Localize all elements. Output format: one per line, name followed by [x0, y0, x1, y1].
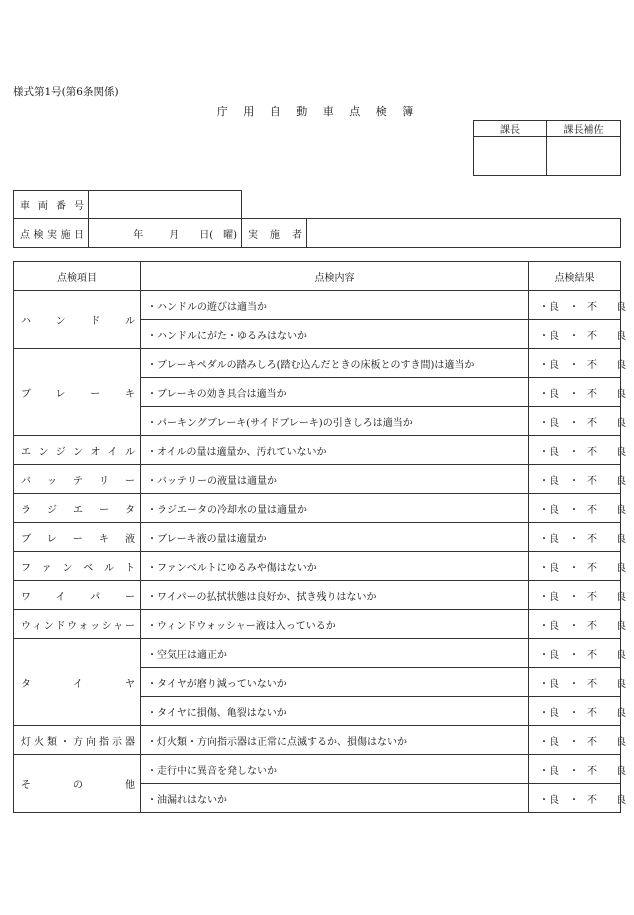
check-content: ・ラジエータの冷却水の量は適量か	[141, 494, 529, 523]
table-row	[14, 523, 621, 552]
check-item-label: ファンベルト	[14, 552, 141, 581]
result-bad-option[interactable]: ・不 良	[569, 533, 634, 545]
check-result	[529, 320, 634, 349]
check-content: ・ワイパーの払拭状態は良好か、拭き残りはないか	[141, 581, 529, 610]
result-bad-option[interactable]: ・不 良	[569, 359, 634, 371]
check-item-label: バッテリー	[14, 465, 141, 494]
check-content: ・ハンドルにがた・ゆるみはないか	[141, 320, 529, 349]
date-weekday-label: ( 曜)	[209, 229, 237, 241]
check-content: ・ブレーキペダルの踏みしろ(踏む込んだときの床板とのすき間)は適当か	[141, 349, 529, 378]
check-item-label: ブレーキ	[14, 349, 141, 436]
check-result	[529, 349, 634, 378]
check-content: ・油漏れはないか	[141, 784, 529, 813]
table-row	[14, 639, 621, 668]
result-bad-option[interactable]: ・不 良	[569, 620, 634, 632]
check-item-label: エンジンオイル	[14, 436, 141, 465]
check-result	[529, 610, 634, 639]
result-good-option[interactable]: ・良	[539, 388, 559, 400]
check-result	[529, 581, 634, 610]
check-content: ・パーキングブレーキ(サイドブレーキ)の引きしろは適当か	[141, 407, 529, 436]
check-result	[529, 697, 634, 726]
table-row	[14, 726, 621, 755]
table-row	[14, 291, 621, 320]
check-result	[529, 523, 634, 552]
check-result	[529, 378, 634, 407]
result-bad-option[interactable]: ・不 良	[569, 649, 634, 661]
inspector-label: 実 施 者	[242, 219, 307, 248]
check-result	[529, 494, 634, 523]
check-result	[529, 755, 634, 784]
check-item-label: ハンドル	[14, 291, 141, 349]
check-content: ・タイヤが磨り減っていないか	[141, 668, 529, 697]
result-bad-option[interactable]: ・不 良	[569, 301, 634, 313]
check-result	[529, 668, 634, 697]
inspection-date-field[interactable]	[89, 219, 242, 248]
check-result	[529, 639, 634, 668]
check-item-label: その他	[14, 755, 141, 813]
result-bad-option[interactable]: ・不 良	[569, 388, 634, 400]
table-row	[14, 552, 621, 581]
check-item-label: タイヤ	[14, 639, 141, 726]
result-bad-option[interactable]: ・不 良	[569, 330, 634, 342]
result-good-option[interactable]: ・良	[539, 359, 559, 371]
header-item: 点検項目	[14, 262, 141, 291]
table-row	[14, 436, 621, 465]
check-content: ・ウィンドウォッシャー液は入っているか	[141, 610, 529, 639]
result-bad-option[interactable]: ・不 良	[569, 794, 634, 806]
result-good-option[interactable]: ・良	[539, 678, 559, 690]
check-item-label: ブレーキ液	[14, 523, 141, 552]
inspection-date-label: 点検実施日	[14, 219, 89, 248]
check-content: ・ブレーキの効き具合は適当か	[141, 378, 529, 407]
result-good-option[interactable]: ・良	[539, 533, 559, 545]
result-bad-option[interactable]: ・不 良	[569, 678, 634, 690]
vehicle-number-field[interactable]	[89, 191, 242, 219]
result-bad-option[interactable]: ・不 良	[569, 765, 634, 777]
check-content: ・ブレーキ液の量は適量か	[141, 523, 529, 552]
result-good-option[interactable]: ・良	[539, 446, 559, 458]
check-content: ・タイヤに損傷、亀裂はないか	[141, 697, 529, 726]
inspection-checklist-table	[13, 261, 634, 813]
result-good-option[interactable]: ・良	[539, 591, 559, 603]
table-row	[14, 755, 621, 784]
check-result	[529, 784, 634, 813]
result-good-option[interactable]: ・良	[539, 794, 559, 806]
result-bad-option[interactable]: ・不 良	[569, 736, 634, 748]
check-content: ・空気圧は適正か	[141, 639, 529, 668]
check-content: ・ハンドルの遊びは適当か	[141, 291, 529, 320]
result-good-option[interactable]: ・良	[539, 707, 559, 719]
check-result	[529, 407, 634, 436]
result-bad-option[interactable]: ・不 良	[569, 417, 634, 429]
check-content: ・ファンベルトにゆるみや傷はないか	[141, 552, 529, 581]
result-bad-option[interactable]: ・不 良	[569, 562, 634, 574]
result-bad-option[interactable]: ・不 良	[569, 591, 634, 603]
approval-stamp-chief[interactable]	[474, 137, 547, 176]
inspection-info-table	[13, 218, 621, 248]
check-content: ・バッテリーの液量は適量か	[141, 465, 529, 494]
result-bad-option[interactable]: ・不 良	[569, 504, 634, 516]
check-item-label: ワイパー	[14, 581, 141, 610]
form-number: 様式第1号(第6条関係)	[13, 86, 119, 98]
page-title: 庁 用 自 動 車 点 検 簿	[216, 105, 420, 118]
check-content: ・灯火類・方向指示器は正常に点滅するか、損傷はないか	[141, 726, 529, 755]
vehicle-number-table	[13, 190, 242, 219]
result-good-option[interactable]: ・良	[539, 736, 559, 748]
date-year-label: 年	[133, 229, 144, 241]
check-result	[529, 552, 634, 581]
inspector-field[interactable]	[307, 219, 621, 248]
approval-stamp-table	[473, 120, 621, 176]
check-result	[529, 291, 634, 320]
date-month-label: 月	[169, 229, 180, 241]
result-good-option[interactable]: ・良	[539, 301, 559, 313]
approval-header-chief: 課長	[474, 121, 547, 137]
check-item-label: ラジエータ	[14, 494, 141, 523]
table-row	[14, 581, 621, 610]
check-result	[529, 726, 634, 755]
approval-header-deputy: 課長補佐	[547, 121, 621, 137]
result-good-option[interactable]: ・良	[539, 475, 559, 487]
table-row	[14, 349, 621, 378]
header-result: 点検結果	[529, 262, 621, 291]
date-day-label: 日	[199, 229, 210, 241]
check-content: ・オイルの量は適量か、汚れていないか	[141, 436, 529, 465]
header-content: 点検内容	[141, 262, 529, 291]
table-row	[14, 610, 621, 639]
result-good-option[interactable]: ・良	[539, 649, 559, 661]
approval-stamp-deputy[interactable]	[547, 137, 621, 176]
check-content: ・走行中に異音を発しないか	[141, 755, 529, 784]
result-good-option[interactable]: ・良	[539, 417, 559, 429]
result-bad-option[interactable]: ・不 良	[569, 475, 634, 487]
checklist-header-row	[14, 262, 621, 291]
result-bad-option[interactable]: ・不 良	[569, 446, 634, 458]
check-item-label: 灯火類・方向指示器	[14, 726, 141, 755]
table-row	[14, 465, 621, 494]
result-good-option[interactable]: ・良	[539, 504, 559, 516]
result-good-option[interactable]: ・良	[539, 620, 559, 632]
result-good-option[interactable]: ・良	[539, 765, 559, 777]
result-good-option[interactable]: ・良	[539, 330, 559, 342]
result-good-option[interactable]: ・良	[539, 562, 559, 574]
check-result	[529, 436, 634, 465]
result-bad-option[interactable]: ・不 良	[569, 707, 634, 719]
table-row	[14, 494, 621, 523]
vehicle-number-label: 車 両 番 号	[14, 191, 89, 219]
check-item-label: ウィンドウォッシャー	[14, 610, 141, 639]
check-result	[529, 465, 634, 494]
